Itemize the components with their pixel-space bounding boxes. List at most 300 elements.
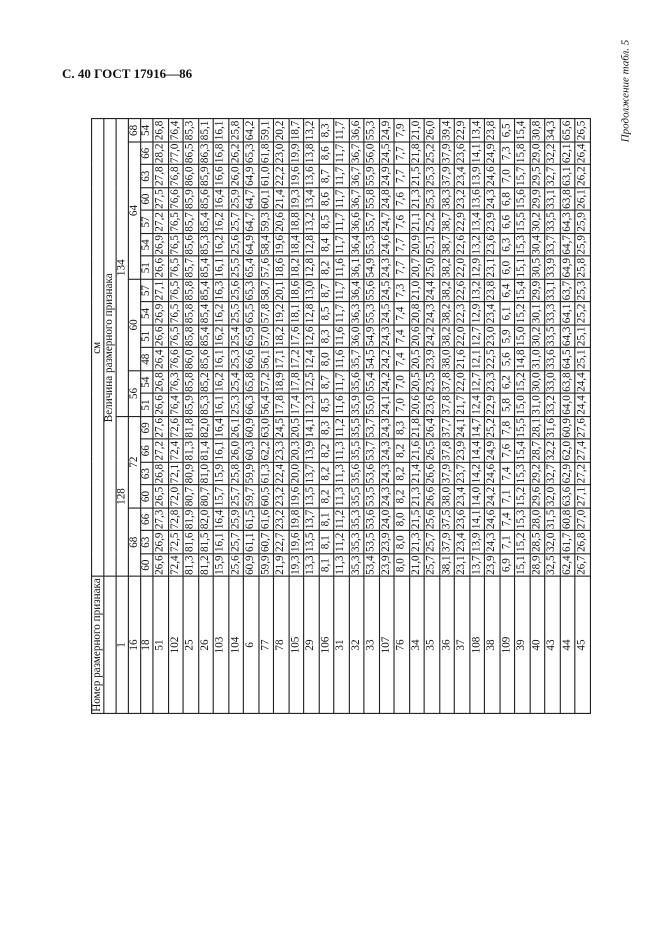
cell-value: 77,0	[168, 143, 182, 164]
cell-value: 12,8	[304, 303, 317, 324]
column-header: 54	[141, 302, 153, 325]
cell-value: 56,0	[364, 143, 377, 164]
cell-value: 15,4	[515, 280, 528, 301]
column-header: 54	[141, 119, 153, 142]
cell-value: 26,2	[575, 166, 588, 186]
cell-value: 25,3	[424, 166, 438, 186]
cell-value: 64,1	[560, 303, 573, 324]
cell-value: 22,6	[455, 280, 468, 301]
cell-value: 53,5	[364, 486, 377, 507]
cell-value: 15,9	[214, 463, 227, 484]
cell-value: 26,0	[229, 166, 242, 186]
cell-value: 21,8	[409, 418, 423, 438]
cell-value: 12,7	[470, 326, 483, 347]
cell-value: 57,6	[259, 257, 272, 278]
cell-value: 19,6	[289, 486, 302, 507]
cell-value: 59,9	[244, 463, 257, 484]
cell-value: 15,7	[515, 166, 528, 186]
cell-value: 6,2	[499, 371, 514, 394]
cell-value: 56,4	[259, 395, 272, 415]
cell-value: 24,4	[575, 372, 588, 392]
cell-value: 29,9	[530, 280, 543, 301]
cell-value: 22,3	[455, 303, 468, 324]
cell-value: 12,9	[470, 257, 483, 278]
cell-value: 23,0	[485, 326, 498, 347]
cell-value: 22,9	[455, 120, 468, 141]
cell-value: 22,2	[274, 166, 287, 186]
sub-128-b: 72	[128, 416, 140, 508]
cell-value: 21,0	[409, 555, 423, 575]
cell-value: 59,7	[244, 486, 257, 507]
table-row	[319, 119, 334, 713]
cell-value: 53,6	[364, 463, 377, 484]
table-row	[469, 119, 484, 713]
table-row	[364, 119, 379, 713]
cell-value: 36,3	[349, 303, 362, 324]
cell-value: 28,5	[530, 532, 543, 553]
cell-value: 35,7	[349, 349, 362, 369]
cell-value: 26,6	[424, 486, 438, 507]
cell-value: 65,5	[244, 303, 257, 324]
row-id: 43	[545, 577, 560, 714]
cell-value: 64,0	[560, 395, 573, 415]
cell-value: 21,4	[409, 463, 423, 484]
cell-value: 13,6	[304, 166, 317, 186]
cell-value: 15,1	[515, 257, 528, 278]
cell-value: 29,6	[530, 486, 543, 507]
cell-value: 12,6	[304, 326, 317, 347]
cell-value: 26,5	[153, 486, 167, 507]
cell-value: 86,0	[183, 349, 197, 369]
cell-value: 25,2	[424, 143, 438, 164]
cell-value: 28,0	[530, 509, 543, 530]
column-header: 60	[141, 188, 153, 211]
cell-value: 8,0	[394, 531, 409, 554]
cell-value: 24,9	[485, 440, 498, 461]
cell-value: 11,2	[334, 509, 347, 529]
cell-value: 23,8	[485, 120, 498, 141]
cell-value: 21,3	[409, 189, 423, 209]
cell-value: 23,1	[485, 257, 498, 278]
cell-value: 85,4	[198, 326, 212, 347]
cell-value: 64,3	[560, 326, 573, 347]
cell-value: 13,7	[470, 555, 483, 575]
cell-value: 17,8	[274, 395, 287, 415]
cell-value: 24,2	[379, 372, 393, 392]
table-row	[289, 119, 304, 713]
cell-value: 24,4	[575, 395, 588, 415]
cell-value: 7,7	[394, 256, 409, 279]
table-row	[394, 119, 409, 713]
cell-value: 85,8	[183, 280, 197, 301]
cell-value: 8,3	[319, 416, 334, 439]
cell-value: 20,6	[409, 326, 423, 347]
cell-value: 26,9	[153, 235, 167, 255]
sub-128-a: 68	[128, 508, 140, 577]
cell-value: 61,5	[244, 509, 257, 530]
cell-value: 7,1	[499, 531, 514, 554]
column-header: 54	[141, 371, 153, 394]
cell-value: 29,5	[530, 166, 543, 186]
cell-value: 25,4	[229, 372, 242, 392]
cell-value: 76,3	[168, 372, 182, 392]
cell-value: 53,5	[364, 532, 377, 553]
cell-value: 25,7	[229, 532, 242, 553]
cell-value: 85,4	[198, 280, 212, 301]
cell-value: 36,1	[349, 257, 362, 278]
cell-value: 19,2	[274, 303, 287, 324]
cell-value: 33,5	[545, 212, 558, 232]
cell-value: 21,9	[274, 555, 287, 575]
table-row	[424, 119, 439, 713]
cell-value: 7,0	[499, 165, 514, 188]
cell-value: 63,0	[259, 418, 272, 438]
cell-value: 12,4	[304, 349, 317, 369]
cell-value: 21,6	[409, 440, 423, 461]
cell-value: 14,1	[304, 418, 317, 438]
sub-134-c: 64	[128, 142, 140, 279]
column-header: 51	[141, 256, 153, 279]
cell-value: 55,0	[364, 395, 377, 415]
cell-value: 72,4	[168, 440, 182, 461]
cell-value: 85,9	[183, 395, 197, 415]
cell-value: 6,3	[499, 233, 514, 256]
cell-value: 81,3	[183, 440, 197, 461]
cell-value: 7,3	[499, 142, 514, 165]
cell-value: 14,1	[470, 143, 483, 164]
rotated-table	[91, 118, 590, 714]
cell-value: 26,6	[153, 555, 167, 575]
cell-value: 20,0	[289, 463, 302, 484]
row-id: 105	[289, 577, 304, 714]
cell-value: 63,8	[560, 372, 573, 392]
cell-value: 60,5	[259, 486, 272, 507]
cell-value: 35,3	[349, 532, 362, 553]
cell-value: 76,8	[168, 166, 182, 186]
cell-value: 18,4	[289, 235, 302, 255]
cell-value: 61,6	[259, 509, 272, 530]
cell-value: 22,0	[455, 372, 468, 392]
cell-value: 85,8	[183, 303, 197, 324]
cell-value: 24,7	[379, 212, 393, 232]
cell-value: 21,0	[409, 120, 423, 141]
cell-value: 85,4	[198, 257, 212, 278]
cell-value: 8,0	[394, 508, 409, 531]
cell-value: 17,4	[289, 395, 302, 415]
cell-value: 13,2	[304, 212, 317, 232]
cell-value: 24,5	[274, 418, 287, 438]
cell-value: 7,4	[394, 325, 409, 348]
cell-value: 81,5	[198, 532, 212, 553]
table-row	[258, 119, 273, 713]
cell-value: 7,0	[394, 371, 409, 394]
row-id: 29	[304, 577, 319, 714]
cell-value: 36,7	[349, 143, 362, 164]
cell-value: 25,3	[424, 189, 438, 209]
cell-value: 59,3	[259, 212, 272, 232]
cell-value: 17,6	[289, 326, 302, 347]
cell-value: 12,8	[304, 257, 317, 278]
sub-134-d: 68	[128, 119, 140, 142]
cell-value: 8,7	[319, 279, 334, 302]
row-id: 31	[334, 577, 349, 714]
cell-value: 7,9	[394, 119, 409, 142]
cell-value: 7,4	[394, 302, 409, 325]
cell-value: 23,3	[485, 372, 498, 392]
cell-value: 21,1	[409, 212, 423, 232]
cell-value: 19,6	[289, 532, 302, 553]
cell-value: 13,7	[304, 463, 317, 484]
cell-value: 15,3	[515, 463, 528, 484]
cell-value: 25,3	[575, 280, 588, 301]
table-row	[499, 119, 514, 713]
cell-value: 20,6	[409, 395, 423, 415]
cell-value: 35,5	[349, 418, 362, 438]
cell-value: 14,1	[470, 509, 483, 530]
row-id: 78	[273, 577, 288, 714]
cell-value: 65,3	[244, 143, 257, 164]
cell-value: 13,3	[304, 555, 317, 575]
cell-value: 23,4	[455, 166, 468, 186]
cell-value: 72,5	[168, 532, 182, 553]
cell-value: 13,2	[470, 235, 483, 255]
cell-value: 55,6	[364, 280, 377, 301]
cell-value: 80,7	[198, 486, 212, 507]
cell-value: 32,2	[545, 440, 558, 461]
cell-value: 76,6	[168, 349, 182, 369]
cell-value: 23,7	[455, 463, 468, 484]
cell-value: 63,8	[560, 189, 573, 209]
row-id: 103	[213, 577, 228, 714]
cell-value: 16,4	[214, 509, 227, 530]
cell-value: 14,2	[470, 463, 483, 484]
cell-value: 38,0	[440, 349, 453, 369]
cell-value: 25,9	[575, 235, 588, 255]
cell-value: 13,9	[470, 166, 483, 186]
cell-value: 25,8	[229, 463, 242, 484]
cell-value: 63,6	[560, 486, 573, 507]
cell-value: 65,3	[244, 280, 257, 301]
cell-value: 31,0	[530, 349, 543, 369]
cell-value: 5,6	[499, 348, 514, 371]
cell-value: 16,3	[214, 280, 227, 301]
cell-value: 25,0	[424, 257, 438, 278]
cell-value: 55,9	[364, 166, 377, 186]
cell-value: 25,2	[575, 303, 588, 324]
cell-value: 7,4	[499, 508, 514, 531]
cell-value: 26,1	[575, 189, 588, 209]
cell-value: 15,2	[515, 532, 528, 553]
cell-value: 55,7	[364, 212, 377, 232]
column-header: 51	[141, 394, 153, 417]
cell-value: 25,5	[229, 303, 242, 324]
cell-value: 13,6	[470, 189, 483, 209]
cell-value: 8,1	[319, 508, 334, 531]
cell-value: 17,2	[289, 349, 302, 369]
cell-value: 11,7	[334, 189, 347, 209]
table-row	[273, 119, 288, 713]
cell-value: 12,9	[470, 303, 483, 324]
cell-value: 6,0	[499, 256, 514, 279]
cell-value: 64,3	[560, 212, 573, 232]
cell-value: 85,6	[198, 349, 212, 369]
cell-value: 35,6	[349, 463, 362, 484]
cell-value: 8,2	[394, 485, 409, 508]
cell-value: 38,7	[440, 235, 453, 255]
cell-value: 14,7	[470, 418, 483, 438]
cell-value: 11,7	[334, 120, 347, 141]
cell-value: 86,5	[183, 143, 197, 164]
cell-value: 24,3	[379, 326, 393, 347]
cell-value: 26,0	[424, 120, 438, 141]
cell-value: 35,5	[349, 486, 362, 507]
row-id: 76	[394, 577, 409, 714]
cell-value: 6,9	[499, 554, 514, 577]
row-id: 26	[198, 577, 213, 714]
cell-value: 12,7	[470, 372, 483, 392]
cell-value: 25,1	[575, 326, 588, 347]
cell-value: 23,0	[274, 143, 287, 164]
cell-value: 25,3	[229, 395, 242, 415]
cell-value: 25,7	[424, 555, 438, 575]
cell-value: 27,8	[153, 166, 167, 186]
cell-value: 16,1	[214, 395, 227, 415]
cell-value: 13,4	[470, 120, 483, 141]
row-id: 6	[243, 577, 258, 714]
cell-value: 28,9	[530, 555, 543, 575]
cell-value: 55,4	[364, 372, 377, 392]
cell-value: 24,6	[485, 509, 498, 530]
cell-value: 76,5	[168, 235, 182, 255]
cell-value: 81,9	[183, 509, 197, 530]
table-row	[439, 119, 454, 713]
cell-value: 32,7	[545, 166, 558, 186]
cell-value: 15,3	[515, 509, 528, 530]
cell-value: 85,2	[198, 372, 212, 392]
cell-value: 33,3	[545, 303, 558, 324]
cell-value: 81,6	[183, 532, 197, 553]
cell-value: 14,0	[470, 486, 483, 507]
cell-value: 8,5	[319, 211, 334, 234]
cell-value: 62,4	[560, 555, 573, 575]
cell-value: 14,4	[470, 440, 483, 461]
cell-value: 16,1	[214, 349, 227, 369]
cell-value: 13,8	[304, 143, 317, 164]
cell-value: 8,7	[319, 165, 334, 188]
cell-value: 26,1	[229, 418, 242, 438]
table-row	[228, 119, 243, 713]
cell-value: 24,3	[379, 463, 393, 484]
cell-value: 37,7	[440, 418, 453, 438]
sub-134-b: 60	[128, 279, 140, 371]
cell-value: 24,9	[485, 143, 498, 164]
column-header: 66	[141, 508, 153, 531]
cell-value: 19,6	[274, 235, 287, 255]
cell-value: 16,2	[214, 235, 227, 255]
cell-value: 76,5	[168, 303, 182, 324]
cell-value: 21,3	[409, 486, 423, 507]
cell-value: 8,2	[319, 462, 334, 485]
table-row	[560, 119, 575, 713]
cell-value: 22,9	[485, 395, 498, 415]
cell-value: 24,8	[379, 189, 393, 209]
cell-value: 81,2	[198, 555, 212, 575]
cell-value: 76,4	[168, 120, 182, 141]
cell-value: 81,4	[198, 440, 212, 461]
cell-value: 26,6	[424, 463, 438, 484]
cell-value: 15,1	[515, 555, 528, 575]
cell-value: 11,6	[334, 326, 347, 346]
cell-value: 85,3	[198, 235, 212, 255]
cell-value: 25,8	[229, 120, 242, 141]
cell-value: 27,5	[153, 189, 167, 209]
cell-value: 13,2	[304, 120, 317, 141]
cell-value: 25,6	[424, 509, 438, 530]
row-id: 40	[530, 577, 545, 714]
cell-value: 19,9	[289, 143, 302, 164]
cell-value: 13,7	[304, 509, 317, 530]
cell-value: 23,2	[274, 486, 287, 507]
cell-value: 64,7	[244, 212, 257, 232]
cell-value: 27,3	[153, 509, 167, 530]
cell-value: 26,5	[575, 120, 588, 141]
cell-value: 55,3	[364, 120, 377, 141]
cell-value: 30,2	[530, 212, 543, 232]
cell-value: 15,0	[515, 395, 528, 415]
cell-value: 6,5	[499, 119, 514, 142]
cell-value: 25,6	[229, 555, 242, 575]
cell-value: 30,8	[530, 120, 543, 141]
cell-value: 59,9	[259, 555, 272, 575]
cell-value: 8,5	[319, 302, 334, 325]
cell-value: 85,7	[183, 212, 197, 232]
level1-value: 18	[141, 577, 153, 714]
table-row	[183, 119, 198, 713]
cell-value: 25,5	[229, 257, 242, 278]
cell-value: 22,7	[274, 532, 287, 553]
cell-value: 21,4	[274, 189, 287, 209]
cell-value: 11,7	[334, 143, 347, 163]
cell-value: 60,3	[244, 440, 257, 461]
cell-value: 62,2	[259, 440, 272, 461]
cell-value: 8,1	[319, 531, 334, 554]
cell-value: 62,0	[560, 440, 573, 461]
table-row	[168, 119, 183, 713]
cell-value: 31,0	[530, 395, 543, 415]
cell-value: 22,9	[455, 212, 468, 232]
row-id: 38	[484, 577, 499, 714]
cell-value: 72,1	[168, 463, 182, 484]
cell-value: 36,7	[349, 189, 362, 209]
cell-value: 30,4	[530, 235, 543, 255]
cell-value: 8,0	[394, 554, 409, 577]
cell-value: 25,4	[229, 326, 242, 347]
cell-value: 24,5	[379, 303, 393, 324]
cell-value: 32,7	[545, 463, 558, 484]
cell-value: 8,2	[319, 439, 334, 462]
column-header: 63	[141, 462, 153, 485]
cell-value: 16,6	[214, 166, 227, 186]
table-row	[304, 119, 319, 713]
cell-value: 25,9	[229, 509, 242, 530]
cell-value: 24,5	[379, 143, 393, 164]
cell-value: 27,1	[575, 486, 588, 507]
cell-value: 20,7	[409, 257, 423, 278]
cell-value: 7,7	[394, 233, 409, 256]
cell-value: 20,6	[274, 212, 287, 232]
cell-value: 36,6	[349, 212, 362, 232]
cell-value: 82,0	[198, 418, 212, 438]
